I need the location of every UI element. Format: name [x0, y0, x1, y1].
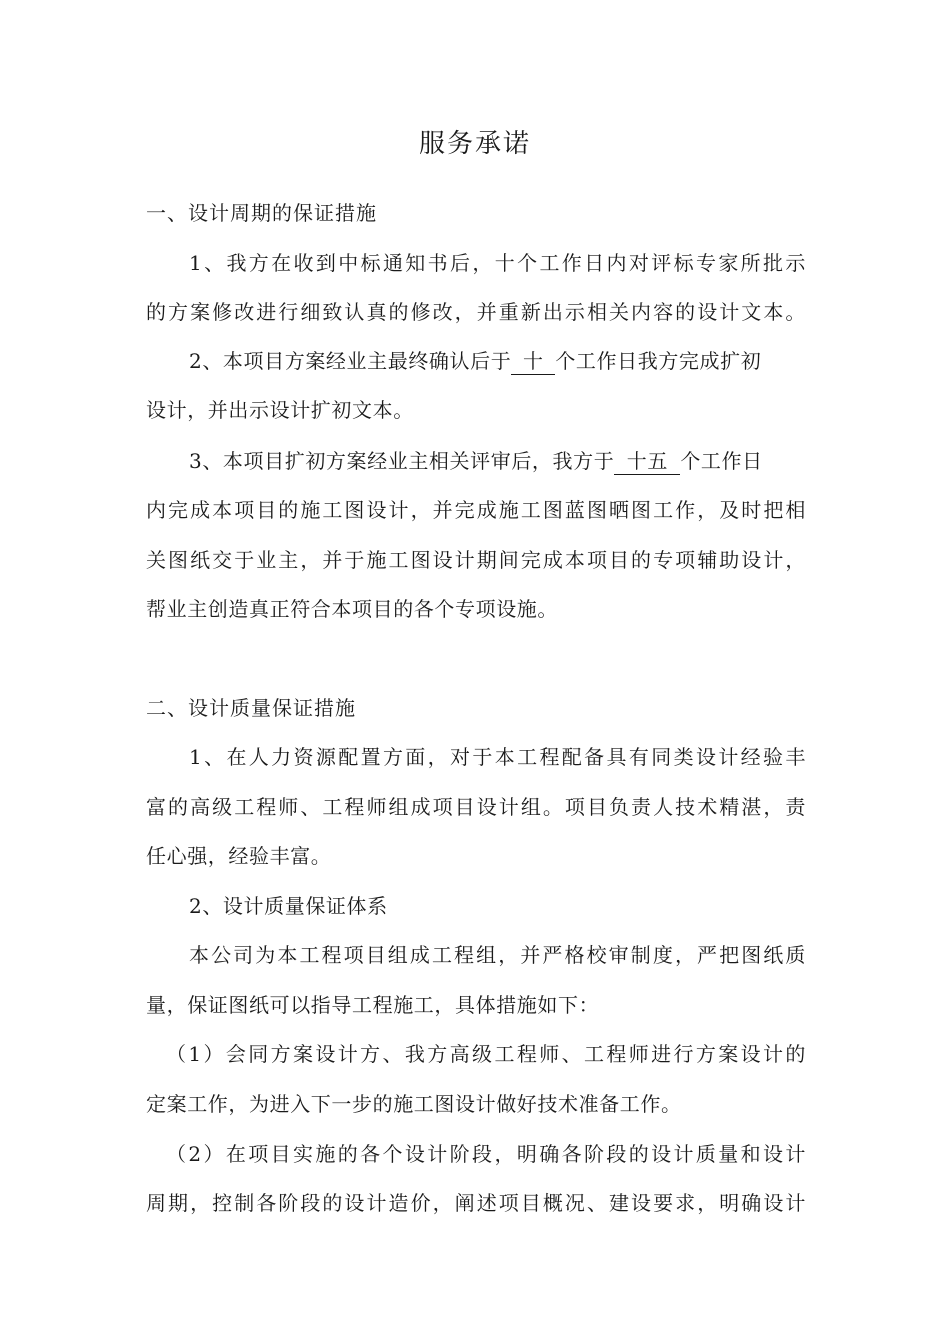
text-before-blank: 2、本项目方案经业主最终确认后于 — [189, 349, 512, 373]
paragraph-line: 设计，并出示设计扩初文本。 — [146, 398, 414, 422]
paragraph-line: 的方案修改进行细致认真的修改，并重新出示相关内容的设计文本。 — [146, 300, 806, 324]
text-before-blank: 3、本项目扩初方案经业主相关评审后，我方于 — [189, 449, 615, 473]
filled-blank-days: 十五 — [614, 448, 680, 475]
paragraph-line — [189, 346, 806, 376]
paragraph-line: 任心强，经验丰富。 — [146, 844, 332, 868]
list-item-line: 定案工作，为进入下一步的施工图设计做好技术准备工作。 — [146, 1092, 682, 1116]
text-after-blank: 个工作日我方完成扩初 — [555, 349, 762, 373]
text-after-blank: 个工作日 — [680, 449, 763, 473]
paragraph-line: 量，保证图纸可以指导工程施工，具体措施如下： — [146, 993, 600, 1017]
list-item-line: （2）在项目实施的各个设计阶段，明确各阶段的设计质量和设计 — [166, 1142, 806, 1166]
subheading-quality-system: 2、设计质量保证体系 — [189, 894, 388, 918]
filled-blank-days: 十 — [511, 348, 555, 375]
list-item-line: （1）会同方案设计方、我方高级工程师、工程师进行方案设计的 — [166, 1042, 806, 1066]
paragraph-line — [189, 446, 806, 476]
list-item-line: 周期，控制各阶段的设计造价，阐述项目概况、建设要求，明确设计 — [146, 1191, 806, 1215]
section-heading-design-cycle: 一、设计周期的保证措施 — [146, 201, 377, 225]
section-heading-design-quality: 二、设计质量保证措施 — [146, 696, 356, 720]
paragraph-line: 关图纸交于业主，并于施工图设计期间完成本项目的专项辅助设计， — [146, 548, 806, 572]
paragraph-line: 内完成本项目的施工图设计，并完成施工图蓝图晒图工作，及时把相 — [146, 498, 806, 522]
paragraph-line: 1、在人力资源配置方面，对于本工程配备具有同类设计经验丰 — [189, 745, 806, 769]
paragraph-line: 帮业主创造真正符合本项目的各个专项设施。 — [146, 597, 558, 621]
paragraph-line: 富的高级工程师、工程师组成项目设计组。项目负责人技术精湛，责 — [146, 795, 806, 819]
paragraph-line: 1、我方在收到中标通知书后，十个工作日内对评标专家所批示 — [189, 251, 806, 275]
page-title: 服务承诺 — [418, 129, 531, 159]
paragraph-line: 本公司为本工程项目组成工程组，并严格校审制度，严把图纸质 — [189, 943, 806, 967]
